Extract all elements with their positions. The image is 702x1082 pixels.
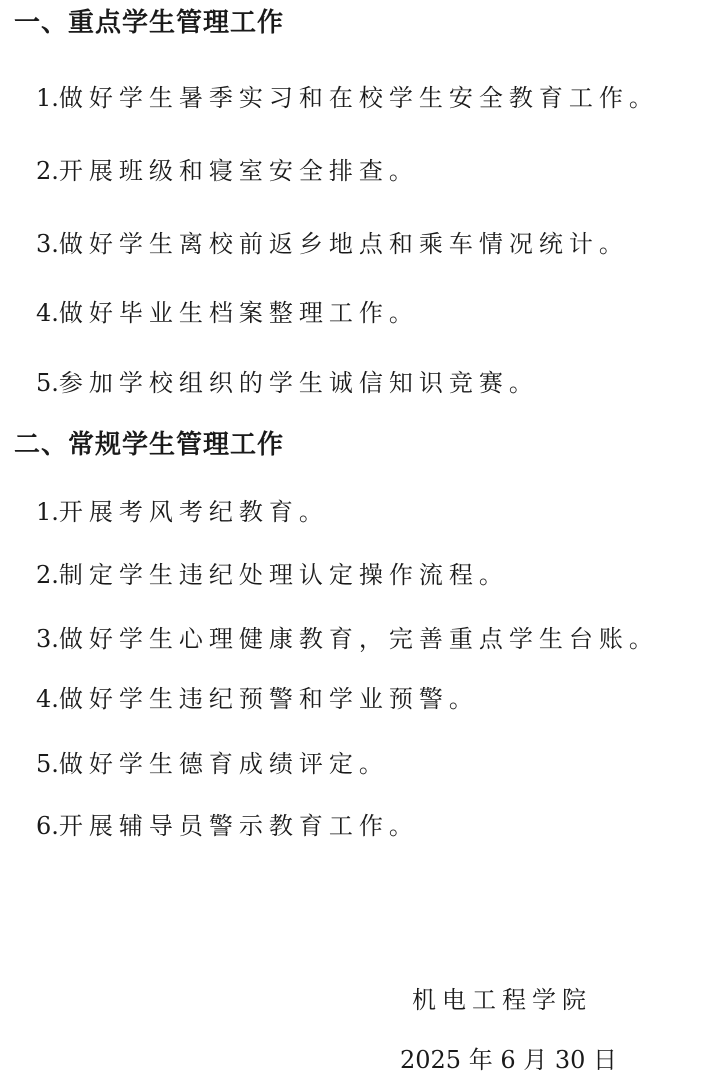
item-number: 2.: [36, 157, 59, 185]
list-item: [36, 78, 659, 113]
item-text: 做好学生德育成绩评定。: [58, 750, 389, 778]
list-item: [36, 555, 509, 590]
item-number: 3.: [36, 625, 59, 653]
item-text: 做好毕业生档案整理工作。: [58, 299, 419, 327]
item-number: 2.: [36, 561, 59, 589]
item-text: 开展考风考纪教育。: [58, 498, 329, 526]
item-number: 1.: [36, 84, 59, 112]
signature-date: 2025 年 6 月 30 日: [400, 1046, 618, 1074]
item-text: 做好学生违纪预警和学业预警。: [58, 685, 479, 713]
item-number: 1.: [36, 498, 59, 526]
item-number: 5.: [36, 369, 59, 397]
signature-org: 机电工程学院: [412, 986, 592, 1014]
list-item: [36, 224, 629, 259]
item-text: 制定学生违纪处理认定操作流程。: [58, 561, 509, 589]
list-item: [36, 363, 539, 398]
list-item: [36, 492, 329, 527]
item-number: 4.: [36, 685, 59, 713]
item-text: 开展班级和寝室安全排查。: [58, 157, 419, 185]
item-text: 做好学生离校前返乡地点和乘车情况统计。: [58, 230, 629, 258]
item-number: 5.: [36, 750, 59, 778]
item-number: 6.: [36, 812, 59, 840]
list-item: [36, 744, 389, 779]
section-heading-routine: 二、常规学生管理工作: [14, 430, 285, 460]
item-text: 开展辅导员警示教育工作。: [58, 812, 419, 840]
list-item: [36, 151, 419, 186]
list-item: [36, 619, 659, 654]
item-number: 4.: [36, 299, 59, 327]
item-text: 做好学生心理健康教育，完善重点学生台账。: [58, 625, 659, 653]
item-text: 参加学校组织的学生诚信知识竞赛。: [58, 369, 539, 397]
list-item: [36, 679, 479, 714]
item-text: 做好学生暑季实习和在校学生安全教育工作。: [58, 84, 659, 112]
item-number: 3.: [36, 230, 59, 258]
list-item: [36, 806, 419, 841]
section-heading-key-students: 一、重点学生管理工作: [14, 8, 285, 38]
list-item: [36, 293, 419, 328]
